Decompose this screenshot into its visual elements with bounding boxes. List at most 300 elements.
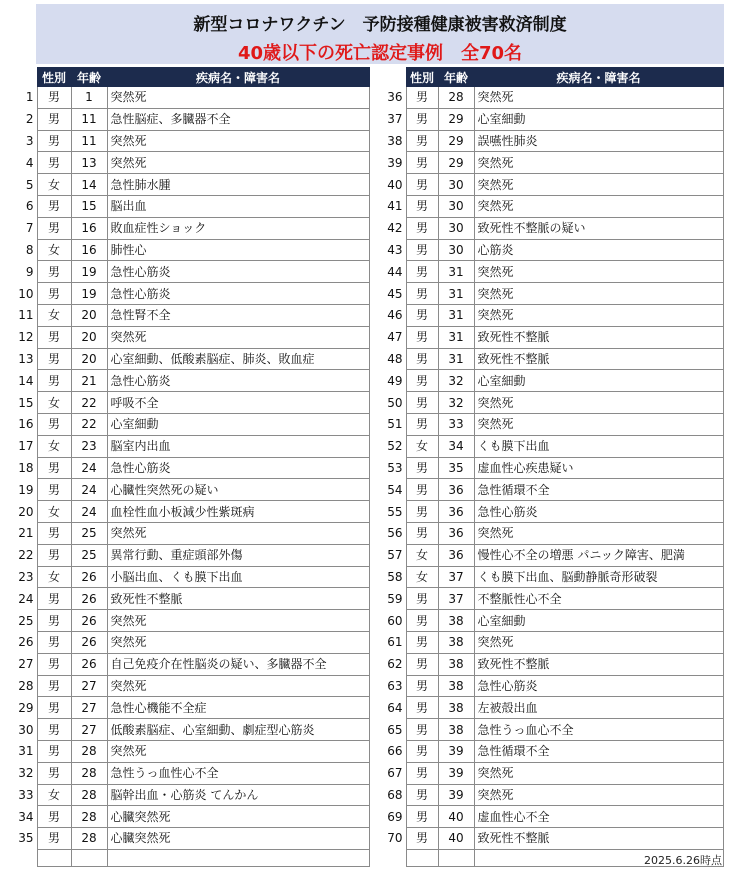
row-number: 62: [387, 657, 403, 672]
table-row-blank: [10, 849, 369, 866]
disease-cell: 突然死: [107, 152, 369, 174]
age-cell: 26: [71, 610, 107, 632]
age-cell: 26: [71, 566, 107, 588]
disease-cell: 突然死: [107, 740, 369, 762]
header-disease: 疾病名・障害名: [107, 68, 369, 87]
header-index-blank: [10, 68, 37, 87]
cases-table-right: [378, 67, 724, 867]
disease-cell: 突然死: [474, 87, 723, 109]
disease-cell: 心臓突然死: [107, 828, 369, 850]
table-row: [378, 653, 723, 675]
sex-cell: 男: [37, 631, 71, 653]
row-number: 58: [387, 569, 403, 584]
row-number: 2: [25, 112, 34, 127]
table-row: [10, 784, 369, 806]
sex-cell: 男: [37, 806, 71, 828]
sex-cell: 男: [37, 697, 71, 719]
table-row: [378, 261, 723, 283]
sex-cell: 男: [406, 174, 438, 196]
table-row: [378, 152, 723, 174]
sex-cell: 女: [406, 544, 438, 566]
row-number: 44: [387, 264, 403, 279]
table-row: [378, 108, 723, 130]
age-cell: 27: [71, 675, 107, 697]
disease-cell: 突然死: [474, 152, 723, 174]
table-row: [10, 806, 369, 828]
age-cell: 31: [438, 326, 474, 348]
age-cell: 39: [438, 762, 474, 784]
disease-cell: 脳幹出血・心筋炎 てんかん: [107, 784, 369, 806]
table-row: [10, 762, 369, 784]
sex-cell: 男: [406, 762, 438, 784]
table-row: [10, 348, 369, 370]
age-cell: 33: [438, 413, 474, 435]
row-number: 9: [25, 264, 34, 279]
row-number: 28: [18, 678, 34, 693]
disease-cell: 致死性不整脈: [474, 653, 723, 675]
row-number: 64: [387, 700, 403, 715]
disease-cell: 突然死: [474, 392, 723, 414]
age-cell: 40: [438, 806, 474, 828]
sex-cell: 男: [37, 479, 71, 501]
row-number: 56: [387, 526, 403, 541]
sex-cell: 男: [37, 457, 71, 479]
age-cell: 29: [438, 152, 474, 174]
disease-cell: 致死性不整脈の疑い: [474, 217, 723, 239]
table-row: [378, 435, 723, 457]
disease-cell: 急性循環不全: [474, 479, 723, 501]
disease-cell: 突然死: [474, 304, 723, 326]
age-cell: 26: [71, 588, 107, 610]
table-row: [378, 588, 723, 610]
table-row: [10, 108, 369, 130]
row-number: 20: [18, 504, 34, 519]
age-cell: 38: [438, 675, 474, 697]
table-row: [378, 522, 723, 544]
sex-cell: 男: [406, 501, 438, 523]
age-cell: 22: [71, 392, 107, 414]
sex-cell: 女: [37, 566, 71, 588]
row-number: 1: [25, 90, 34, 105]
sex-cell: 男: [406, 304, 438, 326]
sex-cell: 女: [37, 174, 71, 196]
age-cell: 34: [438, 435, 474, 457]
table-row: [378, 283, 723, 305]
row-number: 46: [387, 308, 403, 323]
disease-cell: くも膜下出血、脳動静脈奇形破裂: [474, 566, 723, 588]
table-row: [378, 784, 723, 806]
row-number: 67: [387, 766, 403, 781]
sex-cell: 男: [406, 239, 438, 261]
row-number: 6: [25, 199, 34, 214]
age-cell: 16: [71, 239, 107, 261]
disease-cell: 心臓性突然死の疑い: [107, 479, 369, 501]
disease-cell: 急性心機能不全症: [107, 697, 369, 719]
row-number: 40: [387, 177, 403, 192]
age-cell: 32: [438, 370, 474, 392]
sex-cell: 男: [37, 370, 71, 392]
age-cell: 1: [71, 87, 107, 109]
blank-cell: [37, 849, 71, 866]
age-cell: 39: [438, 784, 474, 806]
sex-cell: 男: [406, 108, 438, 130]
disease-cell: 心臓突然死: [107, 806, 369, 828]
age-cell: 20: [71, 326, 107, 348]
age-cell: 36: [438, 522, 474, 544]
row-number: 48: [387, 351, 403, 366]
row-number: 47: [387, 330, 403, 345]
sex-cell: 男: [406, 719, 438, 741]
table-row: [10, 152, 369, 174]
disease-cell: 突然死: [474, 413, 723, 435]
disease-cell: 突然死: [107, 522, 369, 544]
cases-table-left: [10, 67, 370, 867]
table-row: [10, 697, 369, 719]
table-row: [10, 261, 369, 283]
table-row: [378, 566, 723, 588]
sex-cell: 男: [37, 762, 71, 784]
table-row: [378, 479, 723, 501]
table-row: [10, 719, 369, 741]
blank-cell: [71, 849, 107, 866]
row-number: 12: [18, 330, 34, 345]
age-cell: 36: [438, 501, 474, 523]
disease-cell: 呼吸不全: [107, 392, 369, 414]
disease-cell: 突然死: [474, 261, 723, 283]
sex-cell: 男: [406, 152, 438, 174]
age-cell: 38: [438, 631, 474, 653]
sex-cell: 男: [37, 740, 71, 762]
sex-cell: 男: [406, 697, 438, 719]
header-age: 年齢: [438, 68, 474, 87]
sex-cell: 男: [406, 740, 438, 762]
table-row: [10, 326, 369, 348]
as-of-date: 2025.6.26時点: [644, 854, 722, 867]
age-cell: 20: [71, 304, 107, 326]
sex-cell: 男: [37, 108, 71, 130]
disease-cell: 突然死: [474, 762, 723, 784]
row-number: 25: [18, 613, 34, 628]
table-row: [378, 544, 723, 566]
row-number: 57: [387, 548, 403, 563]
age-cell: 28: [71, 806, 107, 828]
disease-cell: 敗血症性ショック: [107, 217, 369, 239]
disease-cell: 左被殻出血: [474, 697, 723, 719]
disease-cell: 急性腎不全: [107, 304, 369, 326]
sex-cell: 男: [37, 522, 71, 544]
table-header-row: [378, 68, 723, 87]
age-cell: 31: [438, 348, 474, 370]
blank-cell: [406, 849, 438, 866]
table-row: [378, 217, 723, 239]
row-number: 8: [25, 242, 34, 257]
table-row: [378, 610, 723, 632]
row-number: 22: [18, 548, 34, 563]
table-row: [378, 413, 723, 435]
row-number: 52: [387, 439, 403, 454]
disease-cell: 突然死: [474, 631, 723, 653]
table-row: [10, 435, 369, 457]
disease-cell: 心室細動: [474, 108, 723, 130]
age-cell: 38: [438, 610, 474, 632]
sex-cell: 男: [37, 719, 71, 741]
sex-cell: 男: [406, 392, 438, 414]
sex-cell: 男: [37, 588, 71, 610]
table-row: [10, 479, 369, 501]
age-cell: 36: [438, 544, 474, 566]
row-number: 69: [387, 809, 403, 824]
age-cell: 19: [71, 261, 107, 283]
row-number: 11: [18, 308, 34, 323]
disease-cell: 致死性不整脈: [474, 326, 723, 348]
sex-cell: 女: [406, 566, 438, 588]
disease-cell: 致死性不整脈: [474, 348, 723, 370]
sex-cell: 女: [37, 304, 71, 326]
table-row: [10, 653, 369, 675]
disease-cell: 虚血性心疾患疑い: [474, 457, 723, 479]
age-cell: 14: [71, 174, 107, 196]
row-number: 65: [387, 722, 403, 737]
table-row: [10, 87, 369, 109]
age-cell: 22: [71, 413, 107, 435]
sex-cell: 男: [406, 348, 438, 370]
age-cell: 31: [438, 283, 474, 305]
sex-cell: 男: [37, 326, 71, 348]
sex-cell: 男: [37, 195, 71, 217]
table-row: [10, 304, 369, 326]
sex-cell: 男: [37, 653, 71, 675]
table-row: [378, 806, 723, 828]
blank-cell: [378, 849, 406, 866]
age-cell: 30: [438, 195, 474, 217]
age-cell: 28: [438, 87, 474, 109]
age-cell: 11: [71, 130, 107, 152]
row-number: 24: [18, 591, 34, 606]
sex-cell: 男: [37, 217, 71, 239]
age-cell: 38: [438, 697, 474, 719]
row-number: 13: [18, 351, 34, 366]
table-row: [10, 370, 369, 392]
table-row: [378, 195, 723, 217]
row-number: 33: [18, 787, 34, 802]
row-number: 43: [387, 242, 403, 257]
table-row: [10, 501, 369, 523]
disease-cell: 突然死: [474, 283, 723, 305]
age-cell: 39: [438, 740, 474, 762]
row-number: 29: [18, 700, 34, 715]
disease-cell: 突然死: [107, 675, 369, 697]
row-number: 50: [387, 395, 403, 410]
disease-cell: 突然死: [474, 195, 723, 217]
row-number: 53: [387, 460, 403, 475]
sex-cell: 女: [37, 784, 71, 806]
disease-cell: 急性心筋炎: [107, 283, 369, 305]
row-number: 3: [25, 133, 34, 148]
table-header-row: [10, 68, 369, 87]
table-row: [378, 130, 723, 152]
age-cell: 31: [438, 304, 474, 326]
table-row: [10, 610, 369, 632]
row-number: 21: [18, 526, 34, 541]
disease-cell: 突然死: [474, 784, 723, 806]
row-number: 39: [387, 155, 403, 170]
disease-cell: 低酸素脳症、心室細動、劇症型心筋炎: [107, 719, 369, 741]
row-number: 15: [18, 395, 34, 410]
table-row: [10, 392, 369, 414]
age-cell: 30: [438, 217, 474, 239]
sex-cell: 男: [37, 152, 71, 174]
disease-cell: 致死性不整脈: [107, 588, 369, 610]
row-number: 31: [18, 744, 34, 759]
sex-cell: 女: [37, 392, 71, 414]
sex-cell: 女: [37, 435, 71, 457]
sex-cell: 男: [406, 806, 438, 828]
row-number: 63: [387, 678, 403, 693]
disease-cell: 小脳出血、くも膜下出血: [107, 566, 369, 588]
row-number: 19: [18, 482, 34, 497]
row-number: 59: [387, 591, 403, 606]
table-row: [378, 239, 723, 261]
row-number: 35: [18, 831, 34, 846]
disease-cell: 誤嚥性肺炎: [474, 130, 723, 152]
blank-cell: [107, 849, 369, 866]
age-cell: 37: [438, 588, 474, 610]
table-row: [10, 588, 369, 610]
disease-cell: 急性心筋炎: [107, 261, 369, 283]
row-number: 49: [387, 373, 403, 388]
disease-cell: 血栓性血小板減少性紫斑病: [107, 501, 369, 523]
row-number: 16: [18, 417, 34, 432]
table-row: [10, 740, 369, 762]
row-number: 61: [387, 635, 403, 650]
sex-cell: 男: [406, 631, 438, 653]
disease-cell: 急性うっ血心不全: [474, 719, 723, 741]
disease-cell: 慢性心不全の増悪 パニック障害、肥満: [474, 544, 723, 566]
header-sex: 性別: [406, 68, 438, 87]
age-cell: 24: [71, 501, 107, 523]
sex-cell: 男: [37, 261, 71, 283]
row-number: 10: [18, 286, 34, 301]
disease-cell: 急性心筋炎: [107, 370, 369, 392]
sex-cell: 男: [406, 283, 438, 305]
row-number: 42: [387, 221, 403, 236]
sex-cell: 男: [406, 413, 438, 435]
disease-cell: 脳出血: [107, 195, 369, 217]
page-subtitle: 40歳以下の死亡認定事例 全70名: [237, 43, 523, 64]
table-row: [378, 304, 723, 326]
disease-cell: 心室細動: [107, 413, 369, 435]
blank-cell: [10, 849, 37, 866]
table-row: [10, 130, 369, 152]
sex-cell: 男: [406, 87, 438, 109]
disease-cell: 心室細動: [474, 370, 723, 392]
disease-cell: 虚血性心不全: [474, 806, 723, 828]
age-cell: 24: [71, 457, 107, 479]
disease-cell: 突然死: [107, 610, 369, 632]
row-number: 23: [18, 569, 34, 584]
page-title: 新型コロナワクチン 予防接種健康被害救済制度: [193, 15, 567, 35]
sex-cell: 男: [406, 784, 438, 806]
row-number: 27: [18, 657, 34, 672]
row-number: 38: [387, 133, 403, 148]
row-number: 17: [18, 439, 34, 454]
disease-cell: 急性心筋炎: [107, 457, 369, 479]
age-cell: 26: [71, 653, 107, 675]
sex-cell: 男: [37, 610, 71, 632]
table-row: [378, 457, 723, 479]
sex-cell: 男: [406, 217, 438, 239]
row-number: 26: [18, 635, 34, 650]
age-cell: 36: [438, 479, 474, 501]
row-number: 34: [18, 809, 34, 824]
table-row: [10, 195, 369, 217]
table-row: [10, 174, 369, 196]
row-number: 5: [25, 177, 34, 192]
table-row: [378, 697, 723, 719]
sex-cell: 男: [37, 828, 71, 850]
row-number: 36: [387, 90, 403, 105]
row-number: 45: [387, 286, 403, 301]
disease-cell: 脳室内出血: [107, 435, 369, 457]
table-row: [378, 174, 723, 196]
age-cell: 27: [71, 697, 107, 719]
table-row: [378, 326, 723, 348]
age-cell: 38: [438, 653, 474, 675]
sex-cell: 男: [406, 828, 438, 850]
table-row: [378, 348, 723, 370]
row-number: 66: [387, 744, 403, 759]
age-cell: 28: [71, 784, 107, 806]
disease-cell: 致死性不整脈: [474, 828, 723, 850]
disease-cell: 突然死: [474, 522, 723, 544]
disease-cell: 突然死: [107, 631, 369, 653]
disease-cell: 心室細動: [474, 610, 723, 632]
age-cell: 30: [438, 174, 474, 196]
table-row: [10, 675, 369, 697]
row-number: 7: [25, 221, 34, 236]
age-cell: 23: [71, 435, 107, 457]
table-row: [378, 370, 723, 392]
disease-cell: 心筋炎: [474, 239, 723, 261]
sex-cell: 男: [406, 675, 438, 697]
row-number: 18: [18, 460, 34, 475]
sex-cell: 男: [406, 610, 438, 632]
disease-cell: 急性うっ血性心不全: [107, 762, 369, 784]
sex-cell: 男: [406, 130, 438, 152]
disease-cell: 突然死: [107, 326, 369, 348]
table-row: [10, 566, 369, 588]
sex-cell: 男: [406, 588, 438, 610]
table-row: [10, 522, 369, 544]
disease-cell: 異常行動、重症頭部外傷: [107, 544, 369, 566]
row-number: 30: [18, 722, 34, 737]
row-number: 54: [387, 482, 403, 497]
age-cell: 13: [71, 152, 107, 174]
sex-cell: 男: [37, 675, 71, 697]
sex-cell: 女: [37, 501, 71, 523]
age-cell: 29: [438, 108, 474, 130]
row-number: 37: [387, 112, 403, 127]
age-cell: 28: [71, 762, 107, 784]
sex-cell: 男: [406, 457, 438, 479]
sex-cell: 男: [406, 479, 438, 501]
table-row: [10, 413, 369, 435]
age-cell: 32: [438, 392, 474, 414]
age-cell: 35: [438, 457, 474, 479]
row-number: 4: [25, 155, 34, 170]
disease-cell: 急性脳症、多臓器不全: [107, 108, 369, 130]
table-row: [378, 87, 723, 109]
